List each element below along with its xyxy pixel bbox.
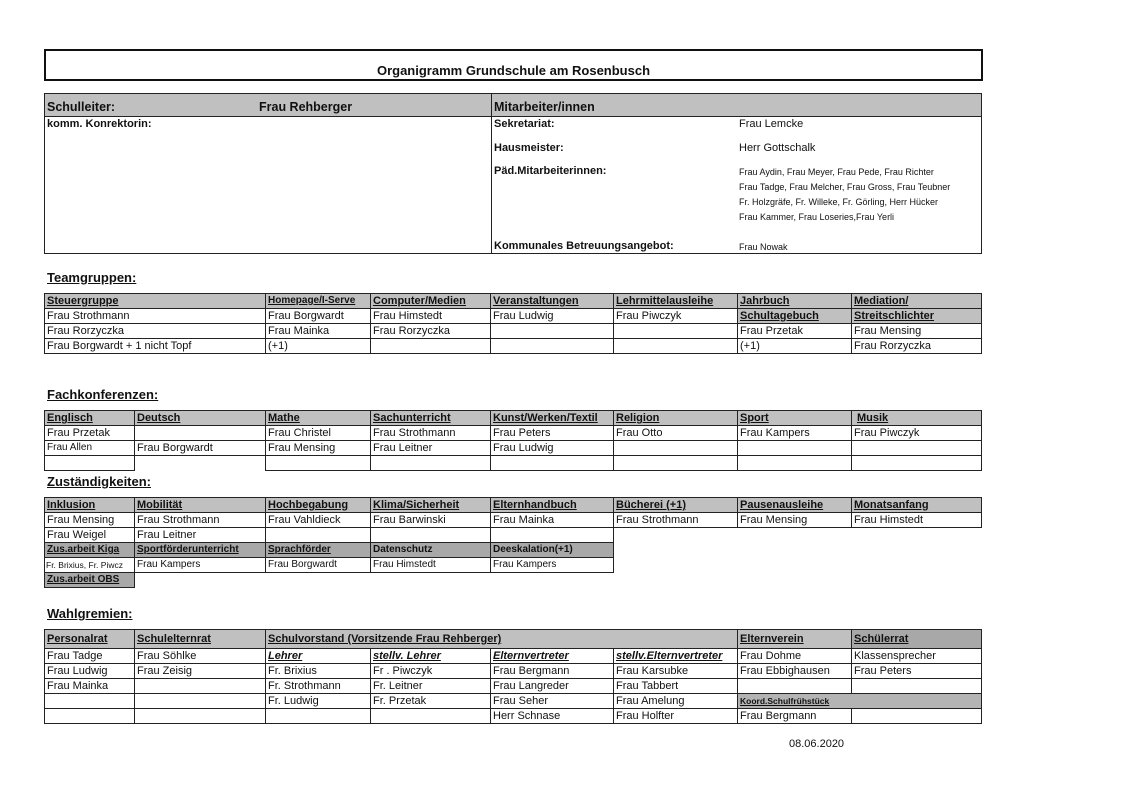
table-cell: Fr. Ludwig bbox=[266, 694, 371, 709]
table-cell bbox=[738, 456, 852, 471]
table-cell bbox=[135, 694, 266, 709]
header-fill bbox=[614, 630, 738, 649]
table-cell bbox=[614, 456, 738, 471]
table-row bbox=[45, 709, 982, 724]
table-cell: Frau Peters bbox=[491, 426, 614, 441]
table-cell: Frau Tabbert bbox=[614, 679, 738, 694]
table-cell: Frau Borgwardt bbox=[135, 441, 266, 456]
table-cell: Frau Barwinski bbox=[371, 513, 491, 528]
table-row bbox=[45, 324, 982, 339]
column-header: Mobilität bbox=[135, 498, 266, 513]
empty-area bbox=[135, 573, 982, 588]
table-cell: Frau Mensing bbox=[45, 513, 135, 528]
column-header: Deutsch bbox=[135, 411, 266, 426]
table-cell bbox=[45, 709, 135, 724]
leadership-block bbox=[44, 93, 982, 254]
table-cell bbox=[491, 528, 614, 543]
table-cell: Frau Bergmann bbox=[491, 664, 614, 679]
table-cell: Frau Mensing bbox=[852, 324, 982, 339]
table-cell: Frau Kampers bbox=[135, 558, 266, 573]
table-cell: Frau Leitner bbox=[371, 441, 491, 456]
column-header: Schulelternrat bbox=[135, 630, 266, 649]
table-cell: Frau Przetak bbox=[45, 426, 135, 441]
table-cell: Frau Himstedt bbox=[371, 558, 491, 573]
table-cell: Fr. Brixius, Fr. Piwcz bbox=[45, 558, 135, 573]
table-cell: Frau Ludwig bbox=[491, 309, 614, 324]
page-title: Organigramm Grundschule am Rosenbusch bbox=[376, 63, 651, 78]
table-cell: Frau Bergmann bbox=[738, 709, 852, 724]
column-header: Pausenausleihe bbox=[738, 498, 852, 513]
empty-area bbox=[614, 528, 982, 543]
column-header: Zus.arbeit Kiga bbox=[45, 543, 135, 558]
table-cell: Frau Piwczyk bbox=[614, 309, 738, 324]
table-cell: Fr. Brixius bbox=[266, 664, 371, 679]
divider bbox=[491, 94, 492, 253]
column-header: Jahrbuch bbox=[738, 294, 852, 309]
table-header-row bbox=[45, 630, 982, 649]
table-header-row bbox=[45, 498, 982, 513]
section-heading-wahlgremien: Wahlgremien: bbox=[47, 606, 133, 621]
table-cell: Frau Strothmann bbox=[614, 513, 738, 528]
column-header: Deeskalation(+1) bbox=[491, 543, 614, 558]
table-row bbox=[45, 679, 982, 694]
sub-header: stellv. Lehrer bbox=[371, 649, 491, 664]
schulleiter-label: Schulleiter: bbox=[47, 100, 116, 114]
column-header: Klima/Sicherheit bbox=[371, 498, 491, 513]
table-cell: Frau Langreder bbox=[491, 679, 614, 694]
table-cell bbox=[371, 339, 491, 354]
sub-header: Elternvertreter bbox=[491, 649, 614, 664]
table-cell: (+1) bbox=[738, 339, 852, 354]
table-row bbox=[45, 441, 982, 456]
table-row bbox=[45, 426, 982, 441]
table-cell: Fr. Strothmann bbox=[266, 679, 371, 694]
column-header: Lehrmittelausleihe bbox=[614, 294, 738, 309]
table-cell: Frau Piwczyk bbox=[852, 426, 982, 441]
table-row bbox=[45, 664, 982, 679]
sekretariat-name: Frau Lemcke bbox=[739, 118, 804, 130]
table-cell bbox=[491, 339, 614, 354]
column-header: Personalrat bbox=[45, 630, 135, 649]
table-cell bbox=[491, 456, 614, 471]
table-cell: Frau Mainka bbox=[491, 513, 614, 528]
table-header-row bbox=[45, 573, 982, 588]
paed-label: Päd.Mitarbeiterinnen: bbox=[494, 165, 607, 177]
table-cell: Frau Mainka bbox=[45, 679, 135, 694]
table-cell: Frau Strothmann bbox=[45, 309, 266, 324]
table-cell: Frau Ludwig bbox=[45, 664, 135, 679]
table-row bbox=[45, 309, 982, 324]
table-cell: Frau Dohme bbox=[738, 649, 852, 664]
table-cell bbox=[135, 426, 266, 441]
table-header-row bbox=[45, 294, 982, 309]
column-header: Musik bbox=[852, 411, 982, 426]
table-cell: Frau Rorzyczka bbox=[852, 339, 982, 354]
column-header: Steuergruppe bbox=[45, 294, 266, 309]
table-cell bbox=[852, 456, 982, 471]
table-cell bbox=[371, 528, 491, 543]
table-cell: (+1) bbox=[266, 339, 371, 354]
column-header: Sportförderunterricht bbox=[135, 543, 266, 558]
table-cell: Frau Karsubke bbox=[614, 664, 738, 679]
konrektorin-label: komm. Konrektorin: bbox=[47, 118, 152, 130]
table-cell: Frau Zeisig bbox=[135, 664, 266, 679]
koord-header: Koord.Schulfrühstück bbox=[738, 694, 982, 709]
sub-header: Lehrer bbox=[266, 649, 371, 664]
table-cell bbox=[135, 679, 266, 694]
table-cell: Frau Strothmann bbox=[135, 513, 266, 528]
table-cell: Frau Söhlke bbox=[135, 649, 266, 664]
paed-line: Frau Kammer, Frau Loseries,Frau Yerli bbox=[739, 212, 895, 222]
schulleiter-name: Frau Rehberger bbox=[259, 100, 353, 114]
date-stamp: 08.06.2020 bbox=[789, 738, 845, 750]
table-cell: Fr. Leitner bbox=[371, 679, 491, 694]
table-cell bbox=[491, 324, 614, 339]
column-header: Homepage/I-Serve bbox=[266, 294, 371, 309]
table-row bbox=[45, 649, 982, 664]
table-cell: Frau Mensing bbox=[738, 513, 852, 528]
table-row bbox=[45, 339, 982, 354]
column-header: Sachunterricht bbox=[371, 411, 491, 426]
column-header: Bücherei (+1) bbox=[614, 498, 738, 513]
table-cell: Frau Tadge bbox=[45, 649, 135, 664]
table-cell bbox=[738, 441, 852, 456]
empty-area bbox=[614, 543, 982, 558]
fachkonferenzen-table bbox=[44, 410, 982, 471]
column-header: Elternverein bbox=[738, 630, 852, 649]
table-cell: Frau Mainka bbox=[266, 324, 371, 339]
column-header: Mathe bbox=[266, 411, 371, 426]
table-cell: Frau Borgwardt bbox=[266, 558, 371, 573]
column-header: Schulvorstand (Vorsitzende Frau Rehberger) bbox=[266, 630, 614, 649]
table-cell: Herr Schnase bbox=[491, 709, 614, 724]
kommunal-label: Kommunales Betreuungsangebot: bbox=[494, 240, 674, 252]
section-heading-zustaendigkeiten: Zuständigkeiten: bbox=[47, 474, 152, 489]
table-cell: Frau Himstedt bbox=[371, 309, 491, 324]
column-header: Religion bbox=[614, 411, 738, 426]
table-cell: Frau Christel bbox=[266, 426, 371, 441]
table-cell bbox=[614, 339, 738, 354]
table-cell bbox=[852, 679, 982, 694]
table-cell bbox=[614, 441, 738, 456]
table-cell bbox=[371, 456, 491, 471]
table-cell: Fr . Piwczyk bbox=[371, 664, 491, 679]
paed-line: Frau Aydin, Frau Meyer, Frau Pede, Frau Richter bbox=[739, 167, 934, 177]
sub-header: Streitschlichter bbox=[852, 309, 982, 324]
hausmeister-label: Hausmeister: bbox=[494, 142, 564, 154]
table-cell bbox=[135, 709, 266, 724]
table-cell bbox=[135, 456, 266, 471]
table-cell: Frau Peters bbox=[852, 664, 982, 679]
table-row bbox=[45, 558, 982, 573]
title-box bbox=[44, 49, 983, 81]
table-cell: Frau Ebbighausen bbox=[738, 664, 852, 679]
column-header: Sport bbox=[738, 411, 852, 426]
table-header-row bbox=[45, 543, 982, 558]
table-cell bbox=[266, 528, 371, 543]
table-row bbox=[45, 694, 982, 709]
section-heading-fachkonferenzen: Fachkonferenzen: bbox=[47, 387, 159, 402]
table-cell bbox=[45, 694, 135, 709]
column-header: Datenschutz bbox=[371, 543, 491, 558]
table-cell bbox=[852, 441, 982, 456]
mitarbeiter-header: Mitarbeiter/innen bbox=[494, 100, 595, 114]
table-cell: Frau Przetak bbox=[738, 324, 852, 339]
table-cell: Frau Weigel bbox=[45, 528, 135, 543]
table-cell: Frau Strothmann bbox=[371, 426, 491, 441]
teamgruppen-table bbox=[44, 293, 982, 354]
table-header-row bbox=[45, 411, 982, 426]
column-header: Zus.arbeit OBS bbox=[45, 573, 135, 588]
column-header: Hochbegabung bbox=[266, 498, 371, 513]
wahlgremien-table bbox=[44, 629, 982, 724]
table-cell bbox=[371, 709, 491, 724]
column-header: Inklusion bbox=[45, 498, 135, 513]
column-header: Computer/Medien bbox=[371, 294, 491, 309]
table-row bbox=[45, 528, 982, 543]
table-row bbox=[45, 513, 982, 528]
table-cell: Frau Kampers bbox=[491, 558, 614, 573]
table-cell: Frau Mensing bbox=[266, 441, 371, 456]
column-header: Elternhandbuch bbox=[491, 498, 614, 513]
kommunal-name: Frau Nowak bbox=[739, 242, 788, 252]
table-row bbox=[45, 456, 982, 471]
table-cell: Frau Ludwig bbox=[491, 441, 614, 456]
table-cell: Frau Holfter bbox=[614, 709, 738, 724]
sub-header: stellv.Elternvertreter bbox=[614, 649, 738, 664]
table-cell: Frau Vahldieck bbox=[266, 513, 371, 528]
table-cell: Frau Rorzyczka bbox=[371, 324, 491, 339]
table-cell: Frau Otto bbox=[614, 426, 738, 441]
sub-header: Schultagebuch bbox=[738, 309, 852, 324]
table-cell bbox=[45, 456, 135, 471]
hausmeister-name: Herr Gottschalk bbox=[739, 142, 816, 154]
empty-area bbox=[614, 558, 982, 573]
zustaendigkeiten-table bbox=[44, 497, 982, 588]
table-cell: Frau Borgwardt bbox=[266, 309, 371, 324]
table-cell bbox=[266, 456, 371, 471]
table-cell: Frau Kampers bbox=[738, 426, 852, 441]
table-cell: Frau Allen bbox=[45, 441, 135, 456]
column-header: Schülerrat bbox=[852, 630, 982, 649]
column-header: Mediation/ bbox=[852, 294, 982, 309]
column-header: Kunst/Werken/Textil bbox=[491, 411, 614, 426]
table-cell: Frau Amelung bbox=[614, 694, 738, 709]
paed-line: Fr. Holzgräfe, Fr. Willeke, Fr. Görling, Herr Hücker bbox=[739, 197, 939, 207]
column-header: Englisch bbox=[45, 411, 135, 426]
table-cell: Frau Leitner bbox=[135, 528, 266, 543]
table-cell bbox=[266, 709, 371, 724]
table-cell bbox=[614, 324, 738, 339]
paed-line: Frau Tadge, Frau Melcher, Frau Gross, Frau Teubner bbox=[739, 182, 951, 192]
table-cell: Frau Seher bbox=[491, 694, 614, 709]
table-cell: Frau Borgwardt + 1 nicht Topf bbox=[45, 339, 266, 354]
column-header: Monatsanfang bbox=[852, 498, 982, 513]
column-header: Sprachförder bbox=[266, 543, 371, 558]
sekretariat-label: Sekretariat: bbox=[494, 118, 555, 130]
table-cell: Klassensprecher bbox=[852, 649, 982, 664]
table-cell: Frau Rorzyczka bbox=[45, 324, 266, 339]
table-cell bbox=[738, 679, 852, 694]
table-cell: Frau Himstedt bbox=[852, 513, 982, 528]
column-header: Veranstaltungen bbox=[491, 294, 614, 309]
section-heading-teamgruppen: Teamgruppen: bbox=[47, 270, 137, 285]
table-cell: Fr. Przetak bbox=[371, 694, 491, 709]
table-cell bbox=[852, 709, 982, 724]
